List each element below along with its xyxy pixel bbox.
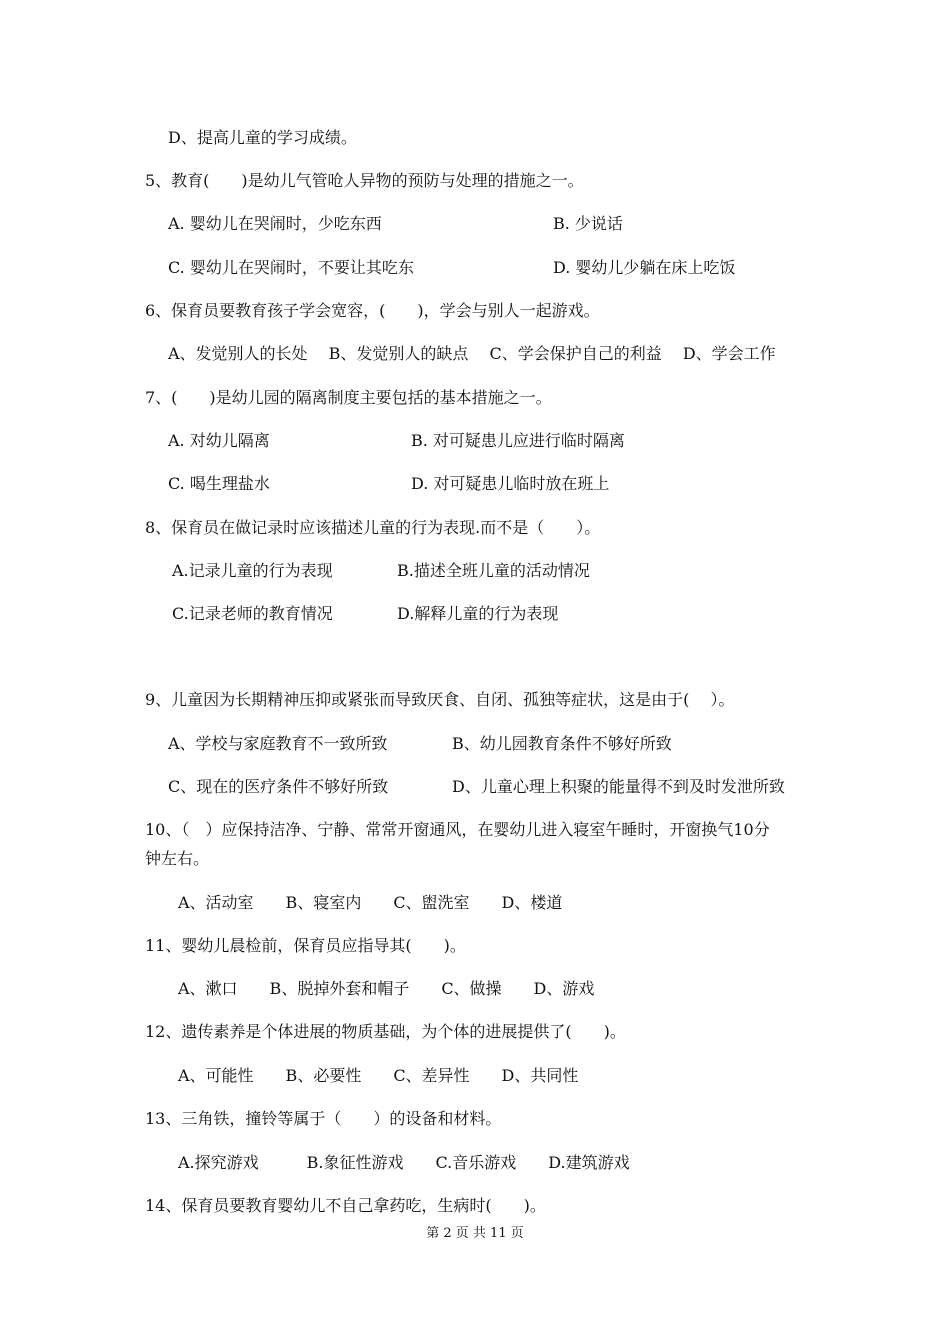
- q5-option-c: C. 婴幼儿在哭闹时，不要让其吃东: [168, 258, 414, 277]
- question-5: 5、教育( )是幼儿气管呛人异物的预防与处理的措施之一。: [145, 171, 584, 190]
- question-13: 13、三角铁，撞铃等属于（ ）的设备和材料。: [145, 1109, 502, 1128]
- page-footer: 第 2 页 共 11 页: [426, 1226, 524, 1241]
- q8-option-b: B.描述全班儿童的活动情况: [397, 561, 590, 580]
- q7-option-b: B. 对可疑患儿应进行临时隔离: [411, 431, 625, 450]
- q8-option-c: C.记录老师的教育情况: [172, 604, 333, 623]
- question-9: 9、儿童因为长期精神压抑或紧张而导致厌食、自闭、孤独等症状，这是由于( ）。: [145, 690, 735, 709]
- q9-option-a: A、学校与家庭教育不一致所致: [168, 734, 388, 753]
- q5-option-a: A. 婴幼儿在哭闹时，少吃东西: [168, 214, 382, 233]
- question-10-continued: 钟左右。: [145, 849, 210, 868]
- q7-option-a: A. 对幼儿隔离: [168, 431, 270, 450]
- question-10: 10、（ ）应保持洁净、宁静、常常开窗通风，在婴幼儿进入寝室午睡时，开窗换气10分: [145, 820, 770, 839]
- question-14: 14、保育员要教育婴幼儿不自己拿药吃，生病时( )。: [145, 1196, 546, 1215]
- q10-options: A、活动室 B、寝室内 C、盥洗室 D、楼道: [178, 893, 563, 912]
- option-d-line: D、提高儿童的学习成绩。: [168, 128, 357, 147]
- question-11: 11、婴幼儿晨检前，保育员应指导其( )。: [145, 936, 466, 955]
- q11-options: A、漱口 B、脱掉外套和帽子 C、做操 D、游戏: [178, 979, 595, 998]
- q6-options: A、发觉别人的长处 B、发觉别人的缺点 C、学会保护自己的利益 D、学会工作: [168, 344, 776, 363]
- q7-option-d: D. 对可疑患儿临时放在班上: [411, 474, 610, 493]
- q7-option-c: C. 喝生理盐水: [168, 474, 270, 493]
- question-8: 8、保育员在做记录时应该描述儿童的行为表现.而不是（ ）。: [145, 518, 601, 537]
- q8-option-a: A.记录儿童的行为表现: [172, 561, 333, 580]
- q5-option-d: D. 婴幼儿少躺在床上吃饭: [553, 258, 736, 277]
- q8-option-d: D.解释儿童的行为表现: [397, 604, 559, 623]
- q5-option-b: B. 少说话: [553, 214, 623, 233]
- question-6: 6、保育员要教育孩子学会宽容，( )，学会与别人一起游戏。: [145, 301, 600, 320]
- q9-option-b: B、幼儿园教育条件不够好所致: [452, 734, 672, 753]
- q13-options: A.探究游戏 B.象征性游戏 C.音乐游戏 D.建筑游戏: [178, 1153, 630, 1172]
- q9-option-d: D、儿童心理上积聚的能量得不到及时发泄所致: [452, 777, 785, 796]
- question-12: 12、遗传素养是个体进展的物质基础，为个体的进展提供了( )。: [145, 1022, 626, 1041]
- question-7: 7、( )是幼儿园的隔离制度主要包括的基本措施之一。: [145, 388, 552, 407]
- q12-options: A、可能性 B、必要性 C、差异性 D、共同性: [178, 1066, 579, 1085]
- q9-option-c: C、现在的医疗条件不够好所致: [168, 777, 389, 796]
